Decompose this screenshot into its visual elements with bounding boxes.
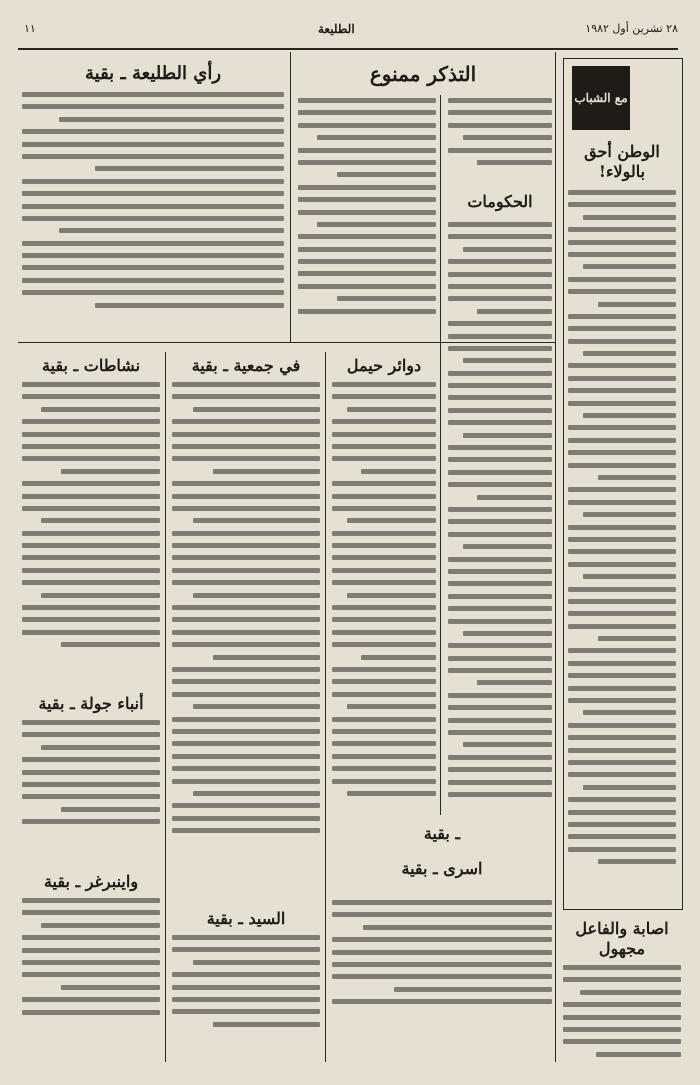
anbaa-title: أنباء جولة ـ بقية — [38, 694, 144, 713]
raee-article — [22, 58, 284, 340]
shabab-article — [568, 138, 676, 188]
shabab-title: الوطن أحق بالولاء! — [584, 142, 660, 181]
tadhkar-subtitle: الحكومات — [467, 192, 533, 211]
anbaa-article — [22, 690, 160, 860]
paper-name: الطليعة — [318, 22, 355, 36]
tadhkar-body-3 — [298, 98, 436, 338]
sayyid-title: السيد ـ بقية — [206, 909, 286, 928]
jumaiyya-title: في جمعية ـ بقية — [191, 356, 301, 375]
isaba-article — [563, 915, 681, 1065]
shabab-body — [568, 190, 676, 902]
tadhkar-article — [298, 58, 548, 98]
tadhkar-body-1 — [448, 98, 552, 188]
asra-article — [332, 855, 552, 895]
nashatat-title: نشاطات ـ بقية — [41, 356, 141, 375]
page-number: ١١ — [24, 22, 36, 35]
isaba-title: اصابة والفاعل مجهول — [575, 919, 669, 958]
sayyid-article — [172, 905, 320, 1065]
raee-title: رأي الطليعة ـ بقية — [84, 63, 222, 84]
page-header — [18, 18, 678, 50]
nashatat-article — [22, 352, 160, 682]
column-rule — [325, 352, 326, 1062]
tadhkar-body-2 — [448, 222, 552, 810]
dawair-title: دوائر حيمل — [346, 356, 422, 375]
column-rule — [555, 52, 556, 1062]
asra-title: اسرى ـ بقية — [401, 859, 483, 878]
tadhkar-title: التذكر ممنوع — [369, 62, 477, 86]
column-rule — [440, 95, 441, 815]
asra-body — [332, 900, 552, 1060]
issue-date: ٢٨ تشرين أول ١٩٨٢ — [585, 22, 678, 35]
jumaiyya-article — [172, 352, 320, 852]
tadhkar-subhead — [448, 188, 552, 218]
dawair-article — [332, 352, 436, 812]
column-rule — [290, 52, 291, 342]
shabab-badge: مع الشباب — [572, 66, 630, 130]
weinberger-article — [22, 868, 160, 1063]
baqiya-title: ـ بقية — [423, 824, 461, 843]
column-rule — [165, 352, 166, 1062]
weinberger-title: واينبرغر ـ بقية — [43, 872, 139, 891]
